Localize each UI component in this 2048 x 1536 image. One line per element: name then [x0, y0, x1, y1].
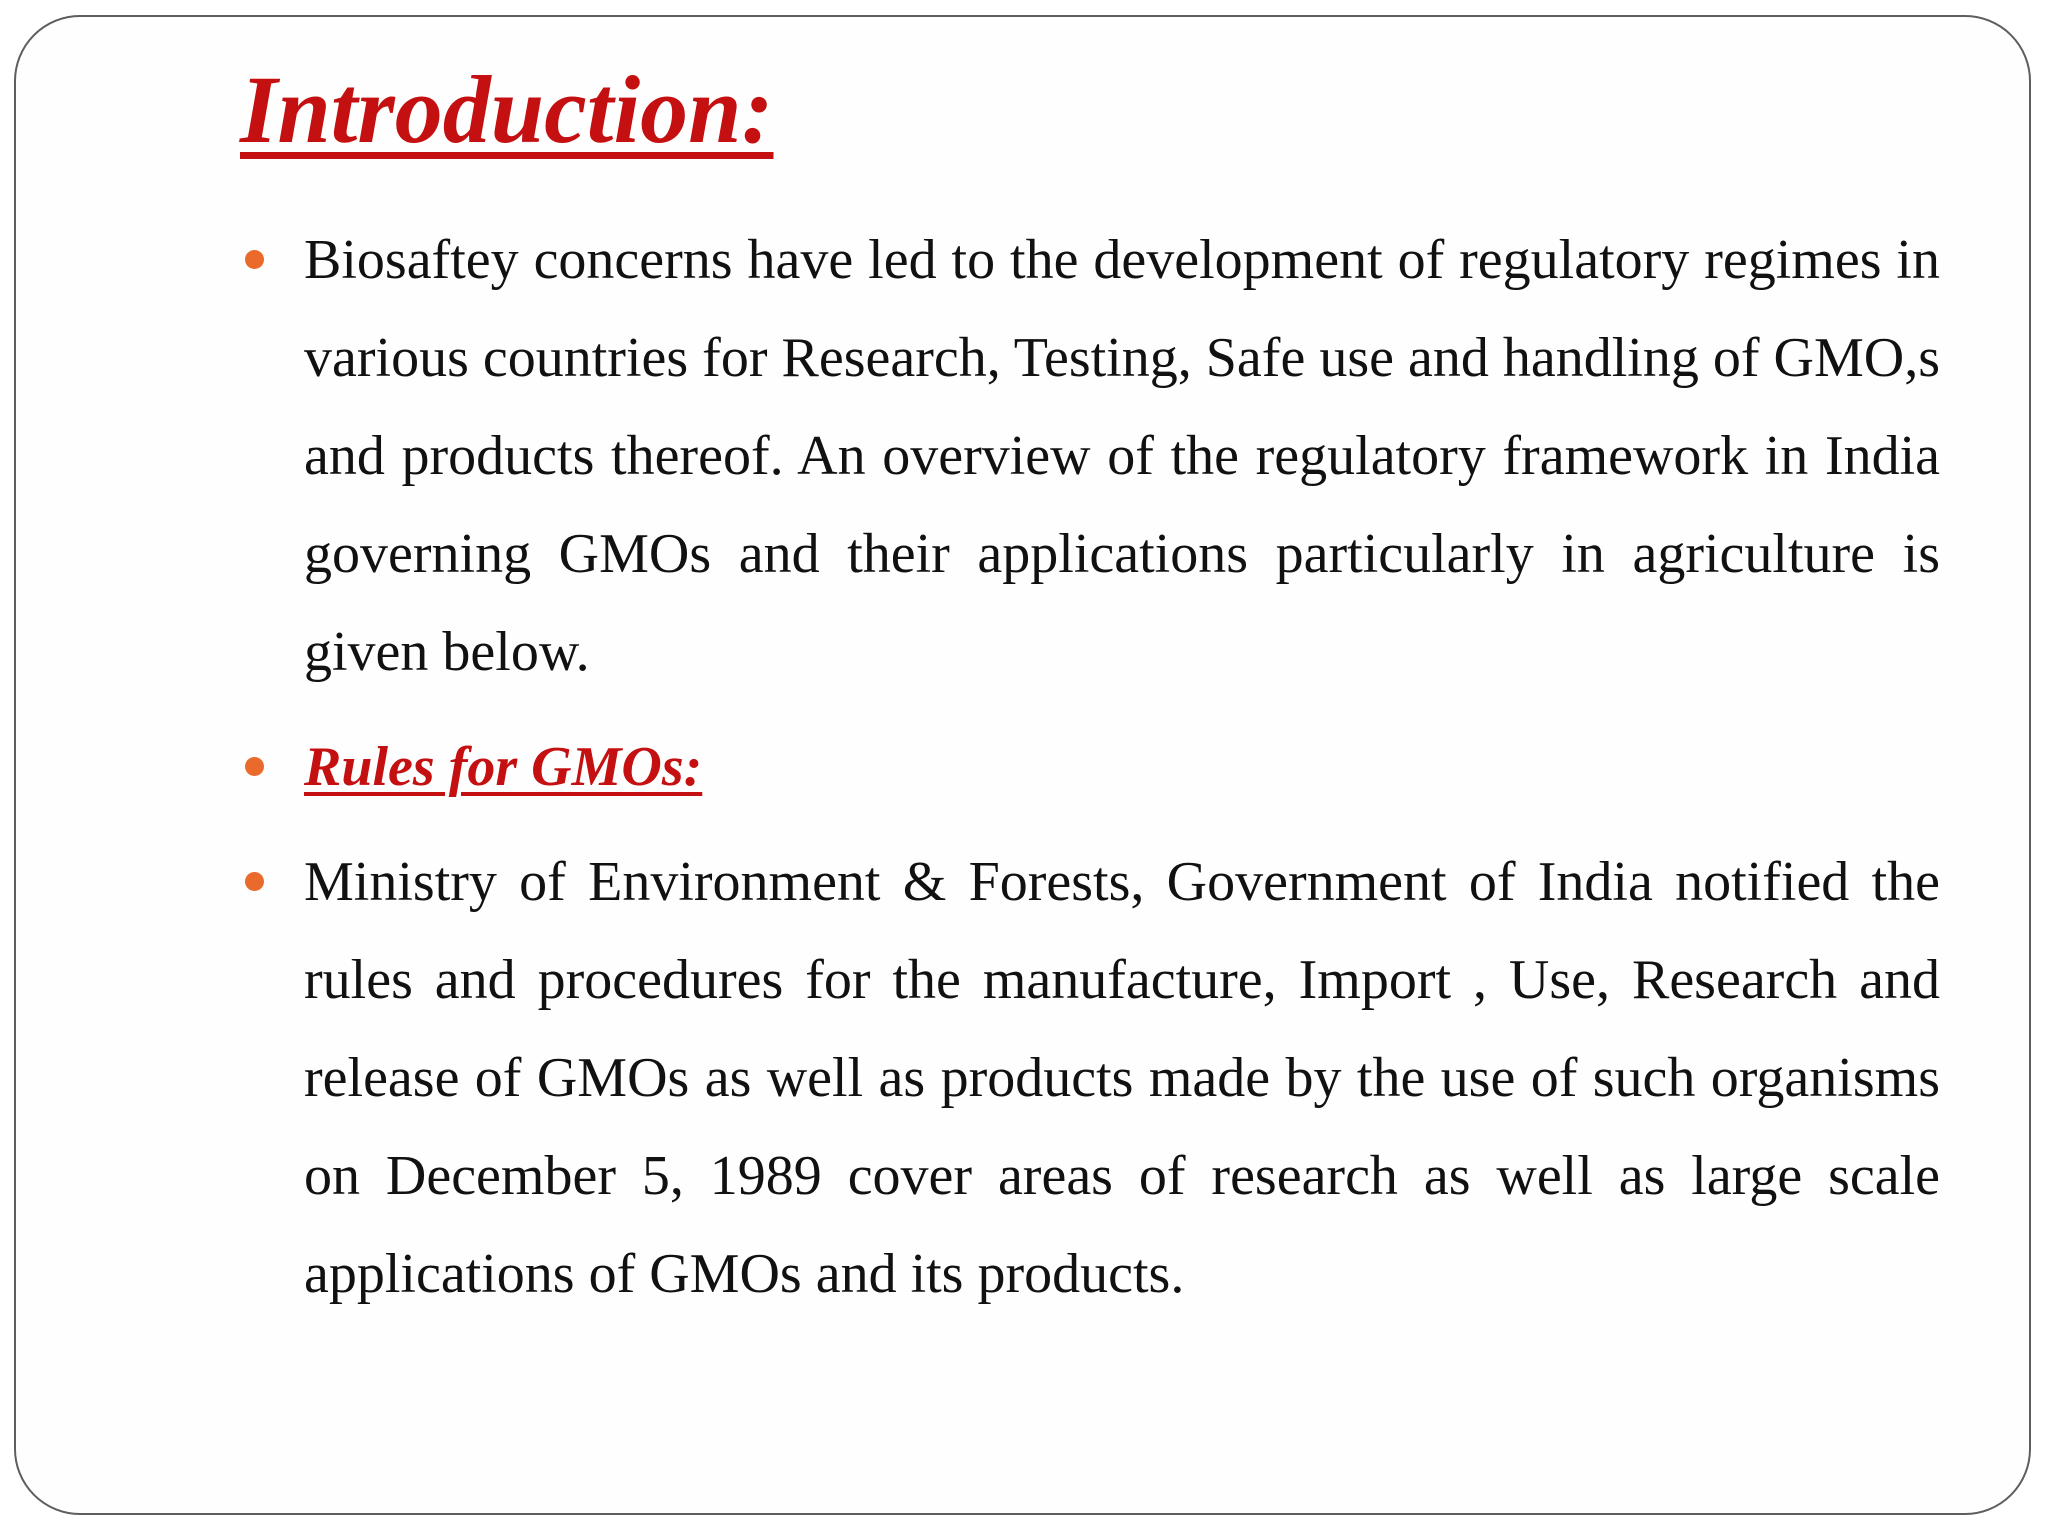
- bullet-item-ministry: [240, 833, 1940, 1323]
- bullet-item-intro: [240, 211, 1940, 701]
- bullet-text-intro: Biosaftey concerns have led to the development of regulatory regimes in various countries for Research, Testing, Safe use and handling of GMO,s and products thereof. An overview of the regulatory framework in India governing GMOs and their applications particularly in agriculture is given below.: [304, 229, 1940, 683]
- bullet-text-ministry: Ministry of Environment & Forests, Government of India notified the rules and procedures for the manufacture, Import , Use, Research and release of GMOs as well as products made by the use of such organisms on December 5, 1989 cover areas of research as well as large scale applications of GMOs and its products.: [304, 851, 1940, 1305]
- rules-subheading: Rules for GMOs:: [304, 736, 703, 798]
- bullet-list: [240, 211, 1940, 1323]
- bullet-dot-icon: [245, 757, 264, 776]
- bullet-item-rules-heading: [240, 718, 1940, 816]
- bullet-dot-icon: [245, 872, 264, 891]
- slide-frame: [14, 15, 2031, 1515]
- slide-title: Introduction:: [240, 56, 774, 163]
- bullet-dot-icon: [245, 250, 264, 269]
